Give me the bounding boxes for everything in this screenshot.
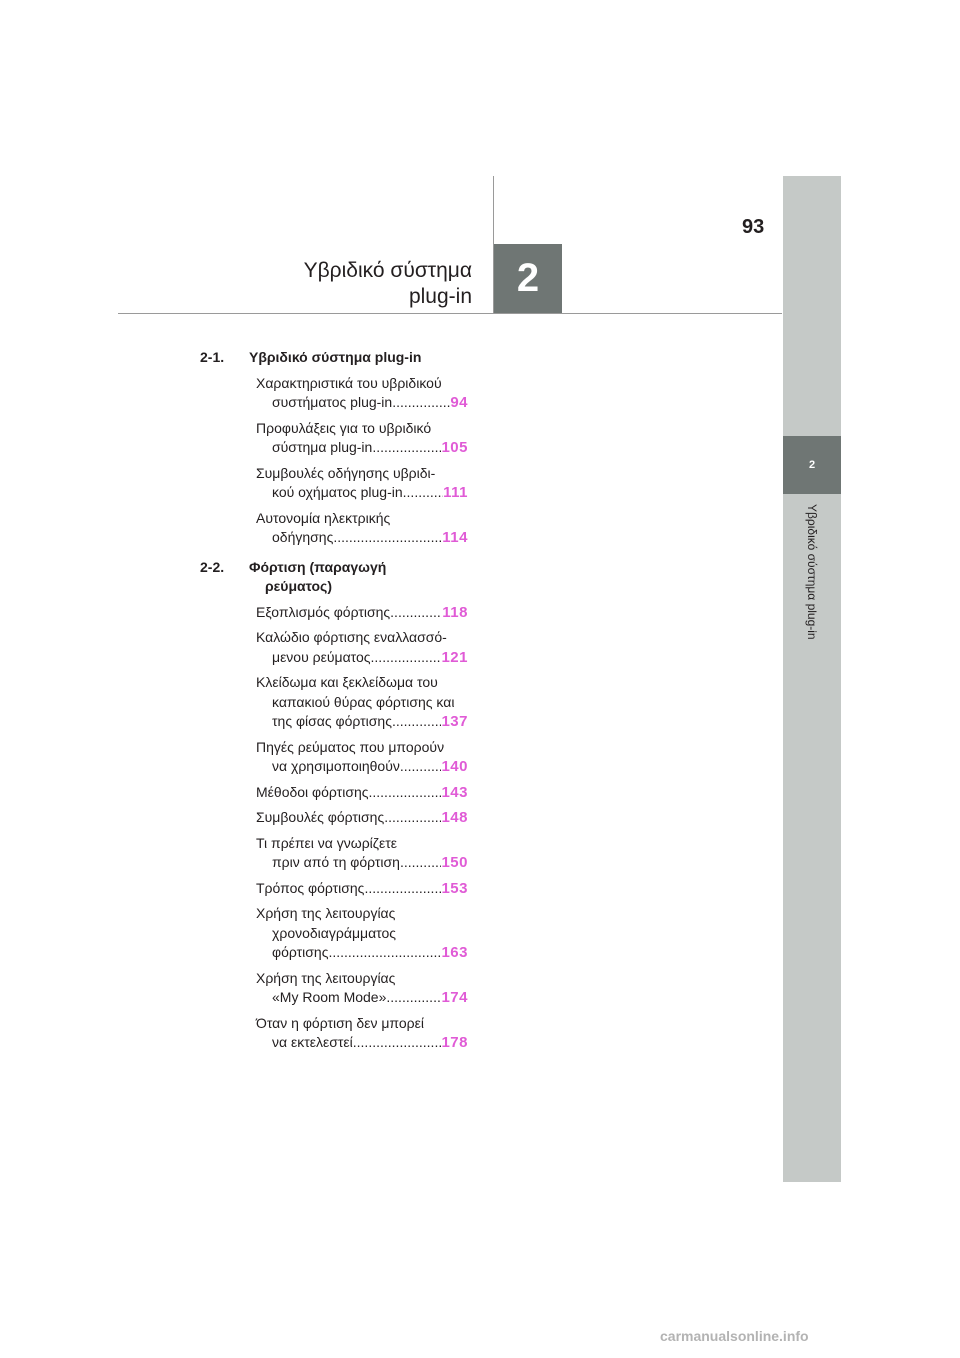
toc-page-link[interactable]: 140 xyxy=(441,758,468,775)
toc-entry[interactable] xyxy=(200,969,468,1008)
chapter-title-line2: plug-in xyxy=(408,285,472,308)
toc-page-link[interactable]: 143 xyxy=(441,783,468,801)
toc-page-link[interactable]: 121 xyxy=(441,648,468,666)
toc-entry-text: σύστημα plug-in xyxy=(272,439,373,455)
side-tab-number[interactable]: 2 xyxy=(783,436,841,494)
toc-entry[interactable] xyxy=(200,904,468,963)
toc-entry-last-line xyxy=(256,438,468,458)
toc-leader-dots xyxy=(372,438,441,458)
toc-entry-line: Χαρακτηριστικά του υβριδικού xyxy=(256,374,442,391)
toc-entry-text: συστήματος plug-in xyxy=(272,394,393,410)
toc-entry-last-line xyxy=(256,528,468,548)
toc-entry[interactable] xyxy=(200,509,468,548)
toc-entry-last-line xyxy=(256,757,468,777)
toc-leader-dots xyxy=(392,712,442,732)
header-horizontal-rule xyxy=(118,313,782,314)
toc-entry[interactable] xyxy=(200,783,468,803)
toc-entry-text: «My Room Mode» xyxy=(272,989,387,1005)
toc-entry[interactable] xyxy=(200,628,468,667)
toc-page-link[interactable]: 150 xyxy=(441,854,468,871)
page-number: 93 xyxy=(742,216,765,238)
toc-entry[interactable] xyxy=(200,879,468,899)
toc-entry[interactable] xyxy=(200,1014,468,1053)
toc-section-title-line: Υβριδικό σύστημα plug-in xyxy=(249,349,422,365)
toc-section-title-line: ρεύματος) xyxy=(265,578,332,594)
toc-entry[interactable] xyxy=(200,419,468,458)
toc-section-number: 2-2. xyxy=(200,558,225,575)
toc-leader-dots xyxy=(333,528,442,548)
toc-leader-dots xyxy=(400,757,442,777)
toc-entry-last-line xyxy=(256,483,468,503)
watermark: carmanualsonline.info xyxy=(660,1328,809,1344)
toc-entry-last-line xyxy=(256,712,468,732)
toc-entry[interactable] xyxy=(200,603,468,623)
toc-entry[interactable] xyxy=(200,673,468,732)
toc-entry-last-line xyxy=(256,879,468,899)
toc-entry-text: Συμβουλές φόρτισης xyxy=(256,809,385,825)
toc-entry-line: Κλείδωμα και ξεκλείδωμα του xyxy=(256,674,438,690)
toc-entry-text: να εκτελεστεί xyxy=(272,1034,353,1050)
toc-leader-dots xyxy=(403,483,443,503)
toc-entry-last-line xyxy=(256,783,468,803)
toc-entry-text: Μέθοδοι φόρτισης xyxy=(256,783,369,800)
toc-entry-line: χρονοδιαγράμματος xyxy=(272,924,397,941)
chapter-title-line1: Υβριδικό σύστημα xyxy=(303,259,472,282)
toc-entry[interactable] xyxy=(200,834,468,873)
toc-entry-last-line xyxy=(256,603,468,623)
toc-section-title-line: Φόρτιση (παραγωγή xyxy=(249,558,387,575)
toc-leader-dots xyxy=(386,988,441,1008)
toc-section-title[interactable] xyxy=(249,348,468,368)
toc-page-link[interactable]: 148 xyxy=(441,809,468,826)
toc-entry-text: οδήγησης xyxy=(272,529,334,545)
toc-entry-last-line xyxy=(256,648,468,668)
toc-entry-text: της φίσας φόρτισης xyxy=(272,713,392,729)
toc-section xyxy=(200,348,468,368)
toc-entry-text: φόρτισης xyxy=(272,944,329,960)
toc-leader-dots xyxy=(364,879,441,899)
toc-page-link[interactable]: 163 xyxy=(441,944,468,961)
toc-entry-line: Τι πρέπει να γνωρίζετε xyxy=(256,834,397,851)
toc-entry-last-line xyxy=(256,1033,468,1053)
toc-entry-text: μενου ρεύματος xyxy=(272,648,371,665)
toc-section xyxy=(200,558,468,597)
toc-page-link[interactable]: 137 xyxy=(441,713,468,730)
toc-entry-text: Τρόπος φόρτισης xyxy=(256,879,365,896)
toc-entry-line: Προφυλάξεις για το υβριδικό xyxy=(256,419,432,436)
toc-leader-dots xyxy=(369,783,442,803)
toc-entry[interactable] xyxy=(200,808,468,828)
toc-leader-dots xyxy=(400,853,442,873)
toc-entry-last-line xyxy=(256,808,468,828)
toc-page-link[interactable]: 114 xyxy=(442,529,468,546)
toc-entry-line: Όταν η φόρτιση δεν μπορεί xyxy=(256,1014,424,1031)
toc-leader-dots xyxy=(371,648,442,668)
toc-section-title[interactable] xyxy=(249,558,468,597)
toc-entry-text: Εξοπλισμός φόρτισης xyxy=(256,603,391,620)
toc-entry-line: καπακιού θύρας φόρτισης και xyxy=(272,693,455,710)
toc-page-link[interactable]: 105 xyxy=(441,439,468,456)
toc-page-link[interactable]: 94 xyxy=(450,394,468,411)
toc-entry-line: Πηγές ρεύματος που μπορούν xyxy=(256,738,445,755)
toc-page-link[interactable]: 174 xyxy=(441,989,468,1006)
toc-entry-last-line xyxy=(256,853,468,873)
toc-entry-line: Χρήση της λειτουργίας xyxy=(256,905,396,921)
toc-entry-last-line xyxy=(256,393,468,413)
toc-entry-line: Καλώδιο φόρτισης εναλλασσό- xyxy=(256,629,447,645)
toc-leader-dots xyxy=(328,943,441,963)
toc-page-link[interactable]: 111 xyxy=(443,484,468,501)
toc-entry-line: Αυτονομία ηλεκτρικής xyxy=(256,509,391,526)
toc-entry-text: πριν από τη φόρτιση xyxy=(272,854,400,870)
toc-page-link[interactable]: 178 xyxy=(441,1034,468,1051)
toc-entry-last-line xyxy=(256,943,468,963)
toc-leader-dots xyxy=(353,1033,442,1053)
toc-page-link[interactable]: 118 xyxy=(442,603,468,621)
toc-entry-text: κού οχήματος plug-in xyxy=(272,484,403,500)
toc-section-number: 2-1. xyxy=(200,349,225,365)
side-tab-label xyxy=(803,504,821,680)
table-of-contents xyxy=(200,344,468,1053)
side-tab-label-text: Υβριδικό σύστημα plug-in xyxy=(805,504,819,640)
toc-entry[interactable] xyxy=(200,464,468,503)
toc-entry-last-line xyxy=(256,988,468,1008)
toc-page-link[interactable]: 153 xyxy=(441,879,468,897)
toc-entry[interactable] xyxy=(200,374,468,413)
toc-entry-line: Συμβουλές οδήγησης υβριδι- xyxy=(256,464,436,481)
toc-entry-text: να χρησιμοποιηθούν xyxy=(272,758,400,774)
toc-leader-dots xyxy=(392,393,450,413)
toc-leader-dots xyxy=(384,808,441,828)
toc-leader-dots xyxy=(390,603,442,623)
toc-entry-line: Χρήση της λειτουργίας xyxy=(256,969,396,986)
chapter-number-box: 2 xyxy=(494,244,562,313)
toc-entry[interactable] xyxy=(200,738,468,777)
